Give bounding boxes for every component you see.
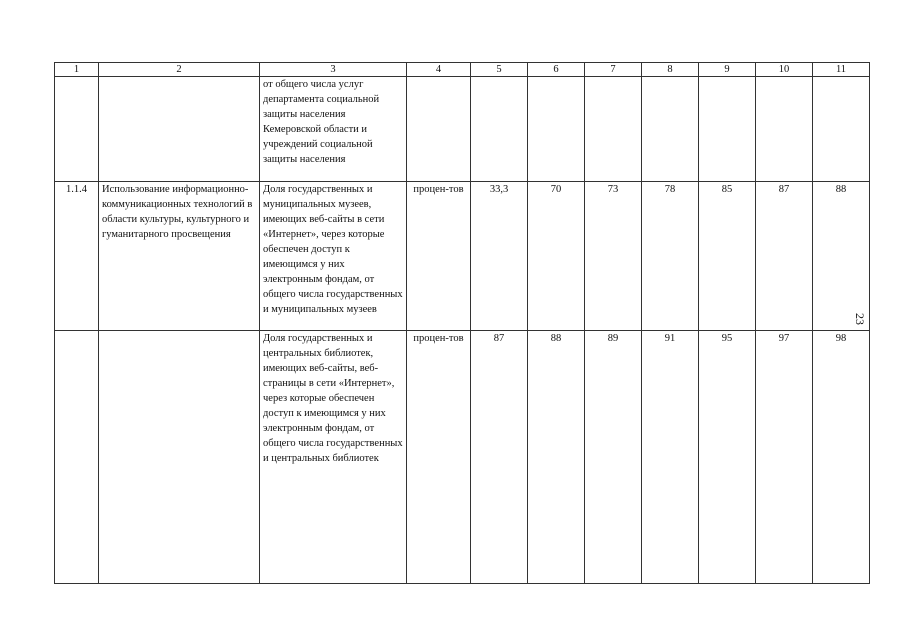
col-header: 10 [756, 63, 813, 77]
value-cell: 70 [528, 182, 585, 331]
page-number: 23 [853, 313, 867, 325]
value-cell: 95 [699, 331, 756, 584]
value-cell: 73 [585, 182, 642, 331]
value-cell: 85 [699, 182, 756, 331]
row-code: 1.1.4 [55, 182, 99, 331]
value-cell: 33,3 [471, 182, 528, 331]
value-cell: 88 [813, 182, 870, 331]
col-header: 6 [528, 63, 585, 77]
value-cell: 89 [585, 331, 642, 584]
col-header: 8 [642, 63, 699, 77]
unit-cell: процен-тов [407, 331, 471, 584]
unit-cell: процен-тов [407, 182, 471, 331]
value-cell: 97 [756, 331, 813, 584]
col-header: 5 [471, 63, 528, 77]
col-header: 2 [99, 63, 260, 77]
value-cell: 87 [471, 331, 528, 584]
value-cell: 87 [756, 182, 813, 331]
table-row [55, 77, 870, 182]
table-row [55, 331, 870, 584]
col-header: 7 [585, 63, 642, 77]
value-cell: 98 [813, 331, 870, 584]
table-row [55, 182, 870, 331]
col-header: 3 [260, 63, 407, 77]
indicator-cell: от общего числа услуг департамента социальной защиты населения Кемеровской области и учреждений социальной защиты населения [260, 77, 407, 182]
activity-cell: Использование информационно-коммуникационных технологий в области культуры, культурного и гуманитарного просвещения [99, 182, 260, 331]
col-header: 9 [699, 63, 756, 77]
col-header: 11 [813, 63, 870, 77]
value-cell: 78 [642, 182, 699, 331]
header-row [55, 63, 870, 77]
program-table [54, 62, 870, 584]
indicator-cell: Доля государственных и муниципальных музеев, имеющих веб-сайты в сети «Интернет», через которые обеспечен доступ к имеющимся у них электронным фондам, от общего числа государственных и муниципальных музеев [260, 182, 407, 331]
indicator-cell: Доля государственных и центральных библиотек, имеющих веб-сайты, веб-страницы в сети «Интернет», через которые обеспечен доступ к имеющимся у них электронным фондам, от общего числа государственных и центральных библиотек [260, 331, 407, 584]
col-header: 4 [407, 63, 471, 77]
value-cell: 88 [528, 331, 585, 584]
col-header: 1 [55, 63, 99, 77]
value-cell: 91 [642, 331, 699, 584]
